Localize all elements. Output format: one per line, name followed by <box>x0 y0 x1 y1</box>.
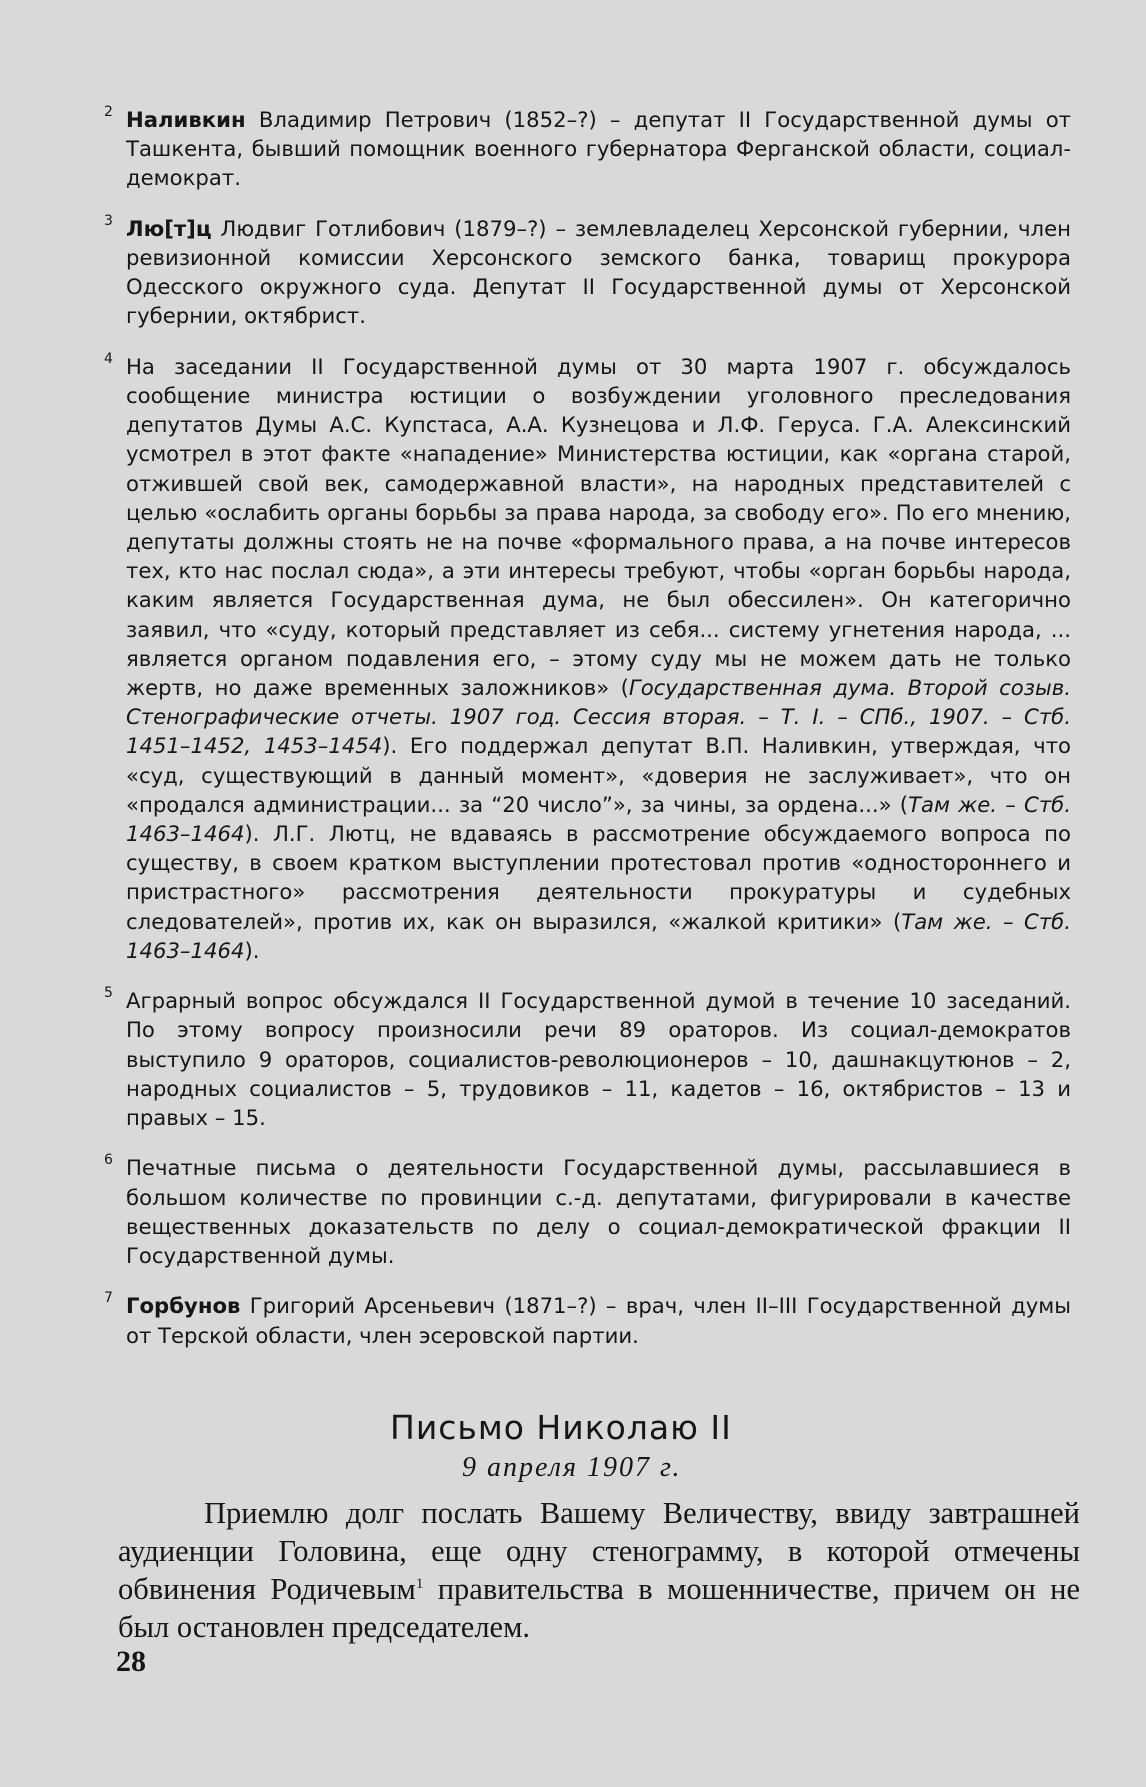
footnote-number: 3 <box>104 212 113 229</box>
footnote-text: Владимир Петрович (1852–?) – депутат II Государственной думы от Ташкента, бывший помощник военного губернатора Ферганской области, социал-демократ. <box>126 107 1071 191</box>
letter-title: Письмо Николаю II <box>390 1408 732 1447</box>
footnote-5 <box>104 986 1071 1132</box>
footnote-text: На заседании II Государственной думы от 30 марта 1907 г. обсуждалось сообщение министра юстиции о возбуждении уголовного преследования депутатов Думы А.С. Купстаса, А.А. Кузнецова и Л.Ф. Геруса. Г.А. Алексинский усмотрел в этот факте «нападение» Министерства юстиции, как «органа старой, отжившей свой век, самодержавной власти», на народных представителей с целью «ослабить органы борьбы за права народа, за свободу его». По его мнению, депутаты должны стоять не на почве «формального права, а на почве интересов тех, кто нас послал сюда», а эти интересы требуют, чтобы «орган борьбы народа, каким является Государственная дума, не был обессилен». Он категорично заявил, что «суду, который представляет из себя... систему угнетения народа, ... является органом подавления его, – этому суду мы не можем дать не только жертв, но даже временных заложников» ( <box>126 353 1071 701</box>
footnotes <box>104 105 1071 1355</box>
footnote-number: 2 <box>104 104 113 120</box>
footnote-person-name: Горбунов <box>126 1293 241 1319</box>
footnote-text: Людвиг Готлибович (1879–?) – землевладелец Херсонской губернии, член ревизионной комиссии Херсонского земского банка, товарищ прокурора Одесского окружного суда. Депутат II Государственной думы от Херсонской губернии, октябрист. <box>126 215 1071 329</box>
footnote-2 <box>104 105 1071 193</box>
footnote-text: ). Л.Г. Лютц, не вдаваясь в рассмотрение обсуждаемого вопроса по существу, в своем кратком выступлении протестовал против «одностороннего и пристрастного» рассмотрения деятельности прокуратуры и судебных следователей», против их, как он выразился, «жалкой критики» ( <box>126 821 1071 934</box>
footnote-person-name: Наливкин <box>126 107 246 132</box>
footnote-number: 5 <box>104 985 113 1002</box>
letter-body-text: Приемлю долг послать Вашему Величеству, ввиду завтрашней аудиенции Головина, еще одну стенограмму, в которой отмечены обвинения Родичевым <box>118 1496 1080 1606</box>
footnote-number: 6 <box>104 1152 113 1169</box>
letter-date: 9 апреля 1907 г. <box>462 1452 682 1483</box>
footnote-ref: 1 <box>415 1575 424 1592</box>
page-number: 28 <box>116 1645 146 1678</box>
footnote-7 <box>104 1291 1071 1349</box>
citation: Там же. – Стб. 1463–1464 <box>126 908 1071 963</box>
footnote-person-name: Лю[т]ц <box>126 215 212 241</box>
footnote-number: 4 <box>104 350 113 367</box>
footnote-4 <box>104 352 1071 965</box>
footnote-text: ). <box>244 937 260 963</box>
footnote-6 <box>104 1153 1071 1270</box>
footnote-text: Аграрный вопрос обсуждался II Государственной думой в течение 10 заседаний. По этому вопросу произносили речи 89 ораторов. Из социал-демократов выступило 9 ораторов, социалистов-революционеров – 10, дашнакцутюнов – 2, народных социалистов – 5, трудовиков – 11, кадетов – 16, октябристов – 13 и правых – 15. <box>126 988 1071 1131</box>
footnote-3 <box>104 214 1071 331</box>
citation: Там же. – Стб. 1463–1464 <box>126 791 1071 847</box>
footnote-number: 7 <box>104 1290 113 1307</box>
letter-body <box>118 1494 1080 1646</box>
footnote-text: Печатные письма о деятельности Государственной думы, рассылавшиеся в большом количестве по провинции с.-д. депутатами, фигурировали в качестве вещественных доказательств по делу о социал-демократической фракции II Государственной думы. <box>126 1155 1071 1269</box>
letter-body-text: правительства в мошенничестве, причем он не был остановлен председателем. <box>118 1572 1080 1644</box>
citation: Государственная дума. Второй созыв. Стенографические отчеты. 1907 год. Сессия вторая. – Т. I. – СПб., 1907. – Стб. 1451–1452, 1453–1454 <box>126 675 1071 759</box>
footnote-text: ). Его поддержал депутат В.П. Наливкин, утверждая, что «суд, существующий в данный момент», «доверия не заслуживает», что он «продался администрации... за “20 число”», за чины, за ордена...» ( <box>126 733 1071 817</box>
footnote-text: Григорий Арсеньевич (1871–?) – врач, член II–III Государственной думы от Терской области, член эсеровской партии. <box>126 1293 1071 1348</box>
